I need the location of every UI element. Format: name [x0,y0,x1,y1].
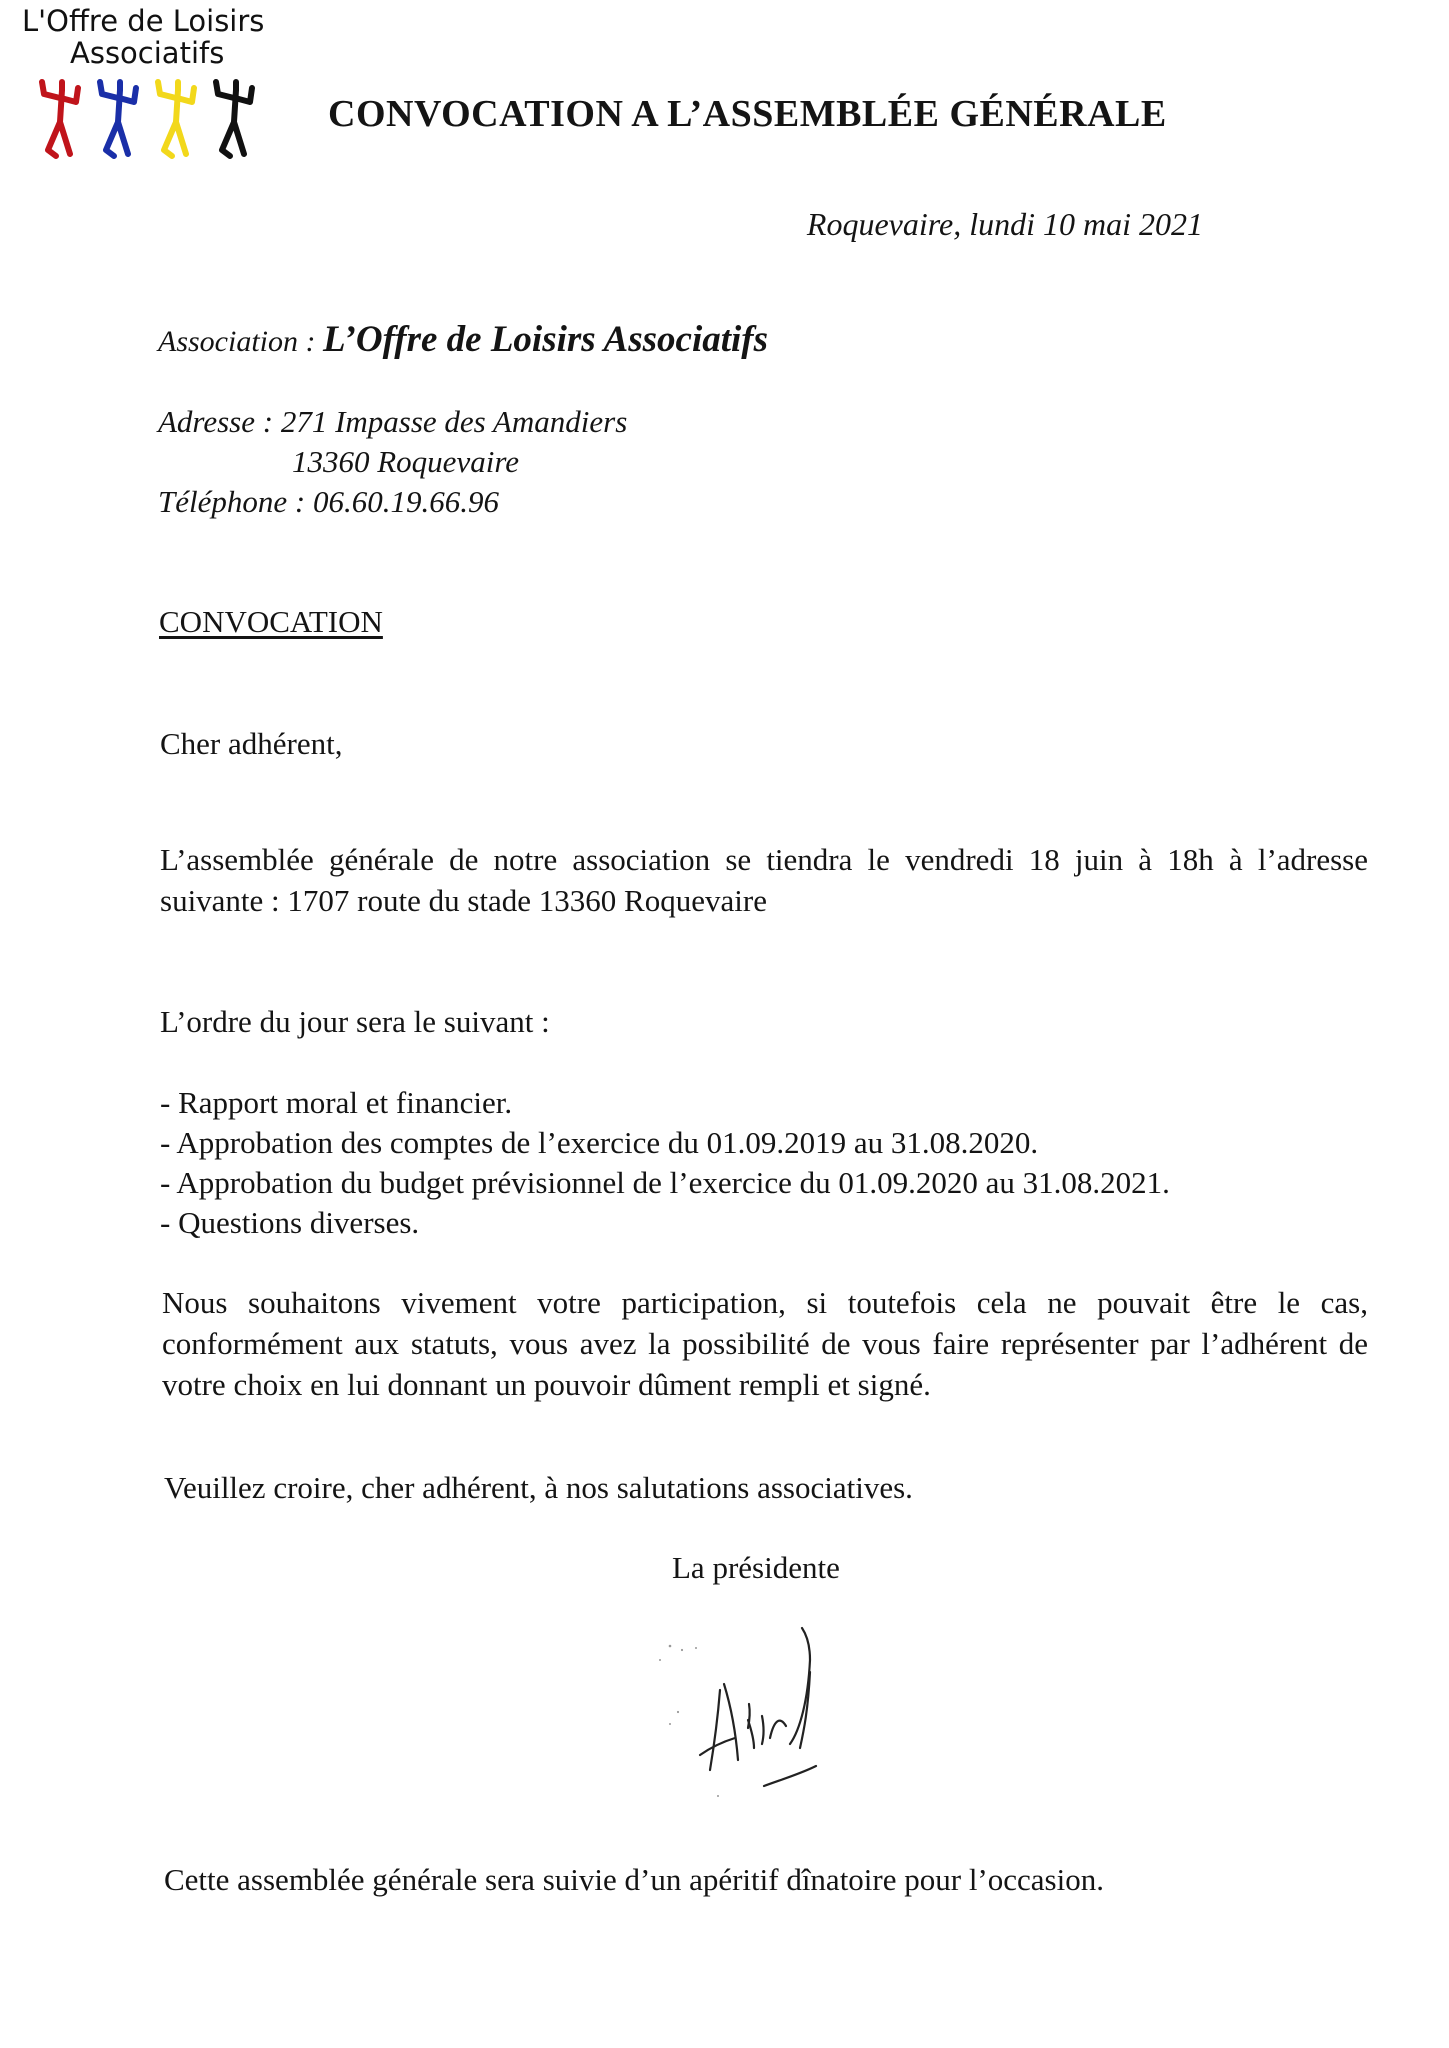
agenda-item: - Approbation du budget prévisionnel de l’exercice du 01.09.2020 au 31.08.2021. [160,1165,1170,1200]
logo-figure-icon [42,82,78,156]
agenda-intro: L’ordre du jour sera le suivant : [160,1004,550,1039]
association-name: L’Offre de Loisirs Associatifs [323,319,769,360]
signature-icon [640,1620,870,1800]
place-date: Roquevaire, lundi 10 mai 2021 [806,206,1203,242]
participation-paragraph: Nous souhaitons vivement votre participation, si toutefois cela ne pouvait être le cas, conformément aux statuts, vous avez la possibilité de vous faire représenter par l’adhérent de votre choix en lui donnant un pouvoir dûment rempli et signé. [162,1285,1368,1402]
address-phone: Téléphone : 06.60.19.66.96 [158,484,499,519]
address-line2: 13360 Roquevaire [292,444,519,479]
logo-figure-icon [158,82,194,156]
association-line [158,318,768,361]
address-line1: Adresse : 271 Impasse des Amandiers [158,404,628,439]
agenda-item: - Rapport moral et financier. [160,1085,513,1120]
convocation-heading: CONVOCATION [159,604,383,639]
logo-text-line2: Associatifs [70,36,225,70]
logo-figure-icon [216,82,252,156]
meeting-paragraph: L’assemblée générale de notre association se tiendra le vendredi 18 juin à 18h à l’adresse suivante : 1707 route du stade 13360 Roquevaire [160,842,1368,918]
logo-figures-icon [34,76,274,160]
postscript: Cette assemblée générale sera suivie d’un apéritif dînatoire pour l’occasion. [164,1862,1104,1897]
page-title: CONVOCATION A L’ASSEMBLÉE GÉNÉRALE [328,93,1167,135]
association-label: Association : [158,325,316,358]
logo-text-line1: L'Offre de Loisirs [22,4,265,38]
greeting: Cher adhérent, [160,726,343,761]
signatory-title: La présidente [672,1550,840,1585]
agenda-item: - Approbation des comptes de l’exercice du 01.09.2019 au 31.08.2020. [160,1125,1039,1160]
agenda-item: - Questions diverses. [160,1205,420,1240]
closing-salutation: Veuillez croire, cher adhérent, à nos salutations associatives. [164,1470,913,1505]
logo-figure-icon [100,82,136,156]
